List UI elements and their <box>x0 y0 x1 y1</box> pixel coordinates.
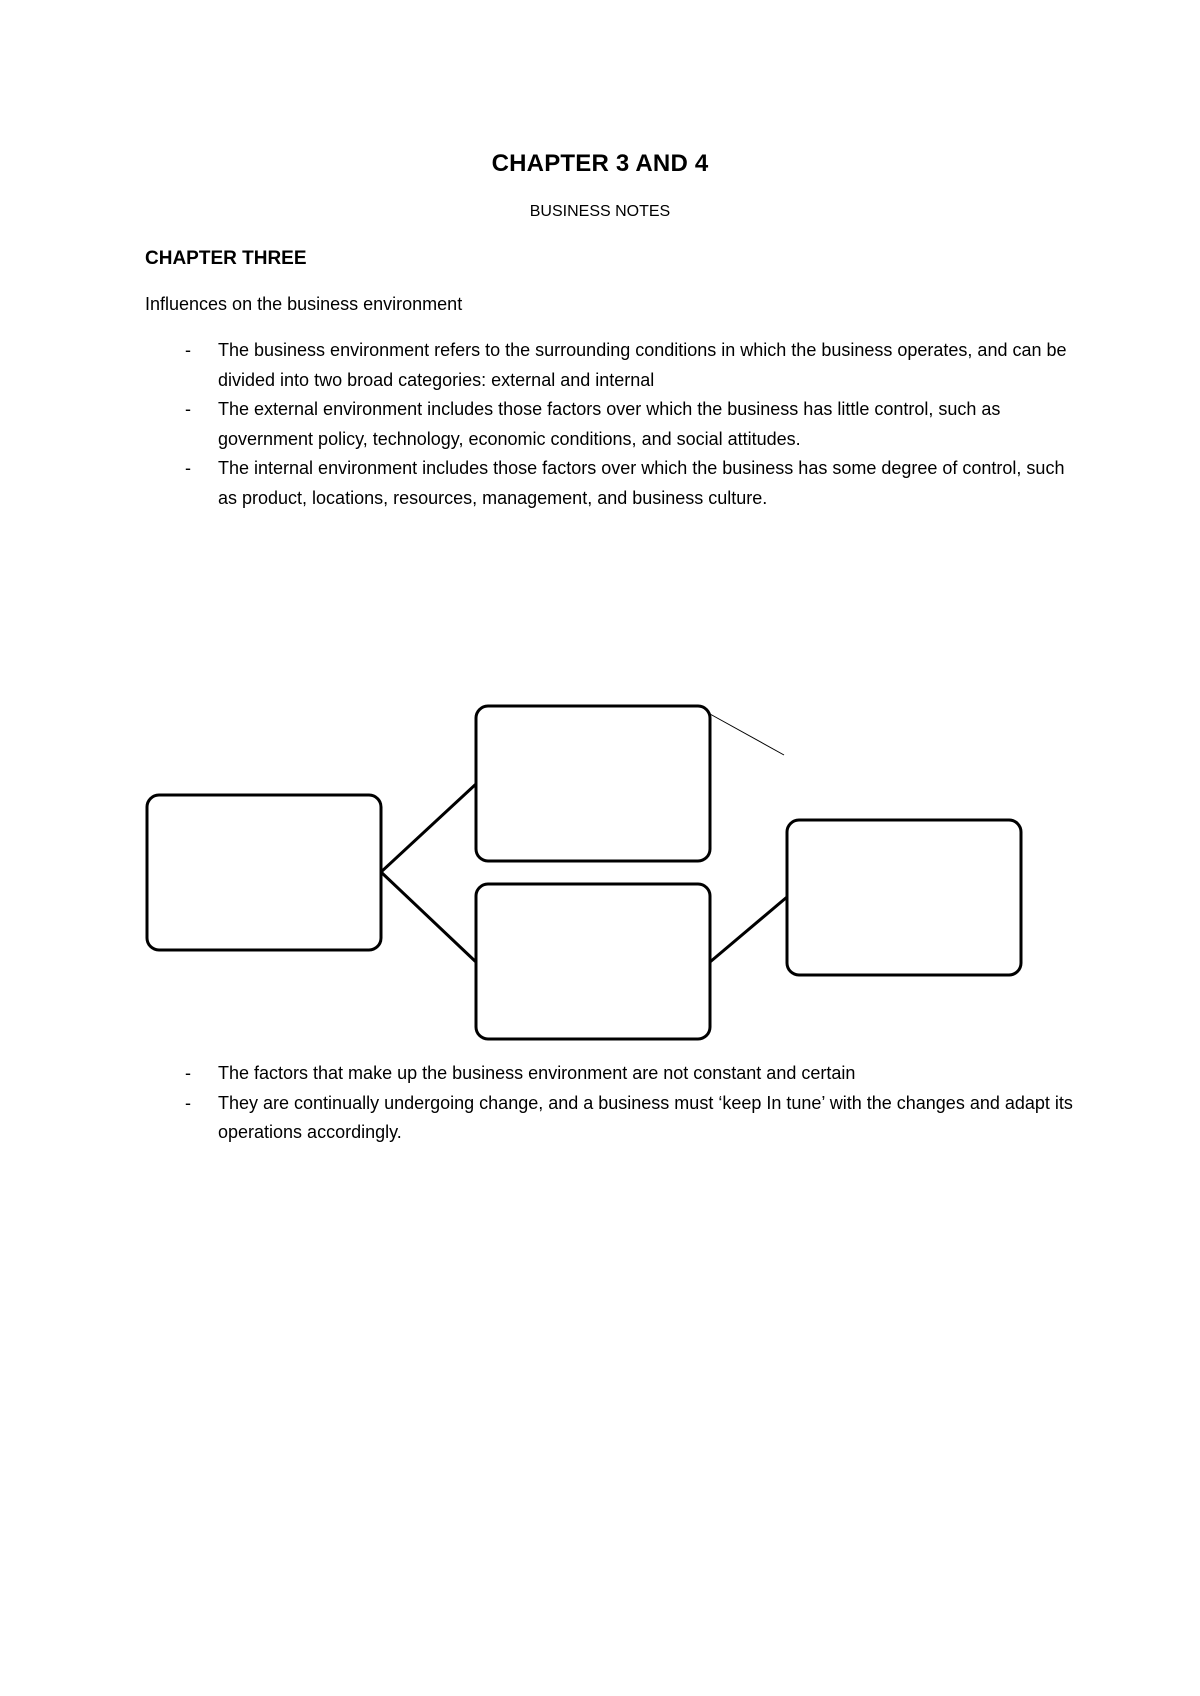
diagram-connector-bottom-right <box>710 897 787 962</box>
list-item-text: The business environment refers to the surrounding conditions in which the business operates, and can be divided into two broad categories: external and internal <box>218 340 1067 390</box>
bullet-dash: - <box>185 1092 191 1113</box>
diagram-connector-left-top <box>381 784 476 872</box>
section-subheading: Influences on the business environment <box>145 294 463 314</box>
list-item-text: The factors that make up the business environment are not constant and certain <box>218 1063 856 1083</box>
list-item-text: The external environment includes those factors over which the business has little control, such as government policy, technology, economic conditions, and social attitudes. <box>218 399 1001 449</box>
bullet-list-bottom <box>145 1059 1075 1148</box>
section-heading: CHAPTER THREE <box>145 248 307 269</box>
diagram-box-right <box>787 820 1021 975</box>
bullet-dash: - <box>185 340 191 360</box>
bullet-dash: - <box>185 399 191 419</box>
list-item-text: The internal environment includes those factors over which the business has some degree of control, such as product, locations, resources, management, and business culture. <box>218 458 1065 508</box>
diagram-box-left <box>147 795 381 950</box>
diagram-box-bottom-middle <box>476 884 710 1039</box>
bullet-dash: - <box>185 458 191 478</box>
diagram-box-top-middle <box>476 706 710 861</box>
list-item <box>145 1059 1075 1089</box>
document-title: CHAPTER 3 AND 4 <box>491 150 709 177</box>
list-item-text: They are continually undergoing change, and a business must ‘keep In tune’ with the changes and adapt its operations accordingly. <box>218 1092 1073 1142</box>
document-subtitle: BUSINESS NOTES <box>529 203 671 220</box>
diagram-connector-left-bottom <box>381 872 476 962</box>
list-item <box>145 1089 1075 1148</box>
diagram-stray-line <box>710 714 784 755</box>
bullet-dash: - <box>185 1063 191 1083</box>
